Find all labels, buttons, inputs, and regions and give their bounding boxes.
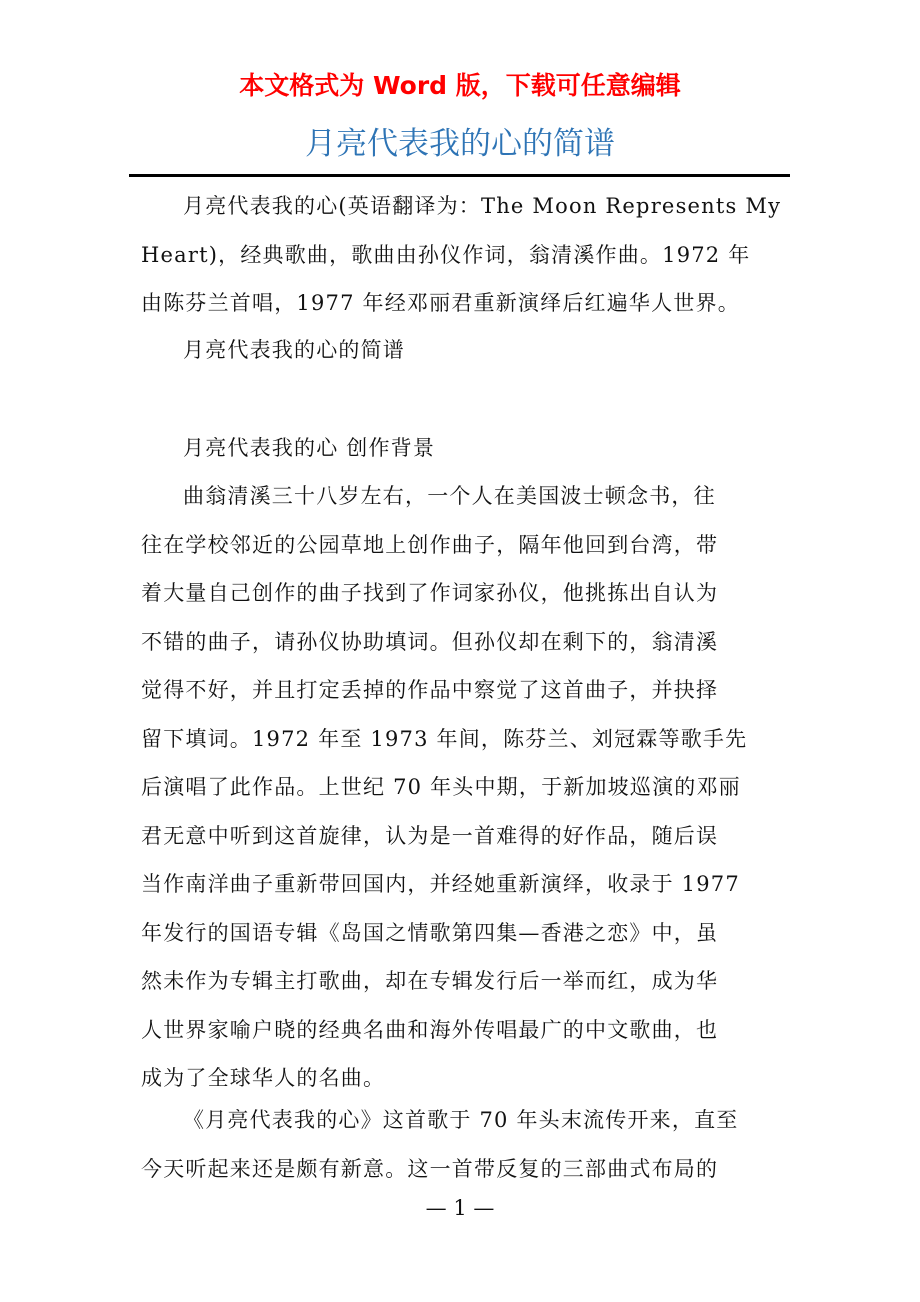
document-title: 月亮代表我的心的简谱: [305, 126, 615, 162]
text-line: 然未作为专辑主打歌曲，却在专辑发行后一举而红，成为华: [141, 969, 719, 993]
title-divider: [129, 174, 790, 177]
format-notice-banner: 本文格式为 Word 版，下载可任意编辑: [239, 71, 681, 100]
text-line: 人世界家喻户晓的经典名曲和海外传唱最广的中文歌曲，也: [141, 1017, 719, 1042]
intro-paragraph: [141, 182, 781, 328]
background-heading: [141, 424, 781, 473]
score-heading: [141, 326, 781, 375]
text-line: 月亮代表我的心(英语翻译为：The Moon Represents My: [183, 194, 782, 218]
page-number: — 1 —: [425, 1196, 495, 1220]
text-line: 成为了全球华人的名曲。: [141, 1066, 386, 1090]
text-line: 当作南洋曲子重新带回国内，并经她重新演绎，收录于 1977: [141, 872, 740, 896]
text-line: 着大量自己创作的曲子找到了作词家孙仪，他挑拣出自认为: [141, 581, 719, 605]
text-line: 《月亮代表我的心》这首歌于 70 年头末流传开来，直至: [183, 1108, 739, 1132]
text-line: 今天听起来还是颇有新意。这一首带反复的三部曲式布局的: [141, 1156, 719, 1181]
text-line: 曲翁清溪三十八岁左右，一个人在美国波士顿念书，往: [183, 484, 716, 508]
text-line: 年发行的国语专辑《岛国之情歌第四集—香港之恋》中，虽: [141, 920, 719, 945]
text-line: 不错的曲子，请孙仪协助填词。但孙仪却在剩下的，翁清溪: [141, 629, 719, 654]
background-paragraph: [141, 472, 781, 1103]
analysis-paragraph: [141, 1096, 781, 1193]
text-line: 觉得不好，并且打定丢掉的作品中察觉了这首曲子，并抉择: [141, 678, 719, 702]
text-line: 月亮代表我的心 创作背景: [183, 436, 436, 460]
text-line: 后演唱了此作品。上世纪 70 年头中期，于新加坡巡演的邓丽: [141, 775, 741, 799]
text-line: 由陈芬兰首唱，1977 年经邓丽君重新演绎后红遍华人世界。: [141, 291, 740, 315]
text-line: 月亮代表我的心的简谱: [183, 338, 405, 362]
text-line: Heart)，经典歌曲，歌曲由孙仪作词，翁清溪作曲。1972 年: [141, 242, 751, 267]
text-line: 往在学校邻近的公园草地上创作曲子，隔年他回到台湾，带: [141, 532, 719, 557]
text-line: 留下填词。1972 年至 1973 年间，陈芬兰、刘冠霖等歌手先: [141, 726, 748, 751]
text-line: 君无意中听到这首旋律，认为是一首难得的好作品，随后误: [141, 823, 719, 848]
